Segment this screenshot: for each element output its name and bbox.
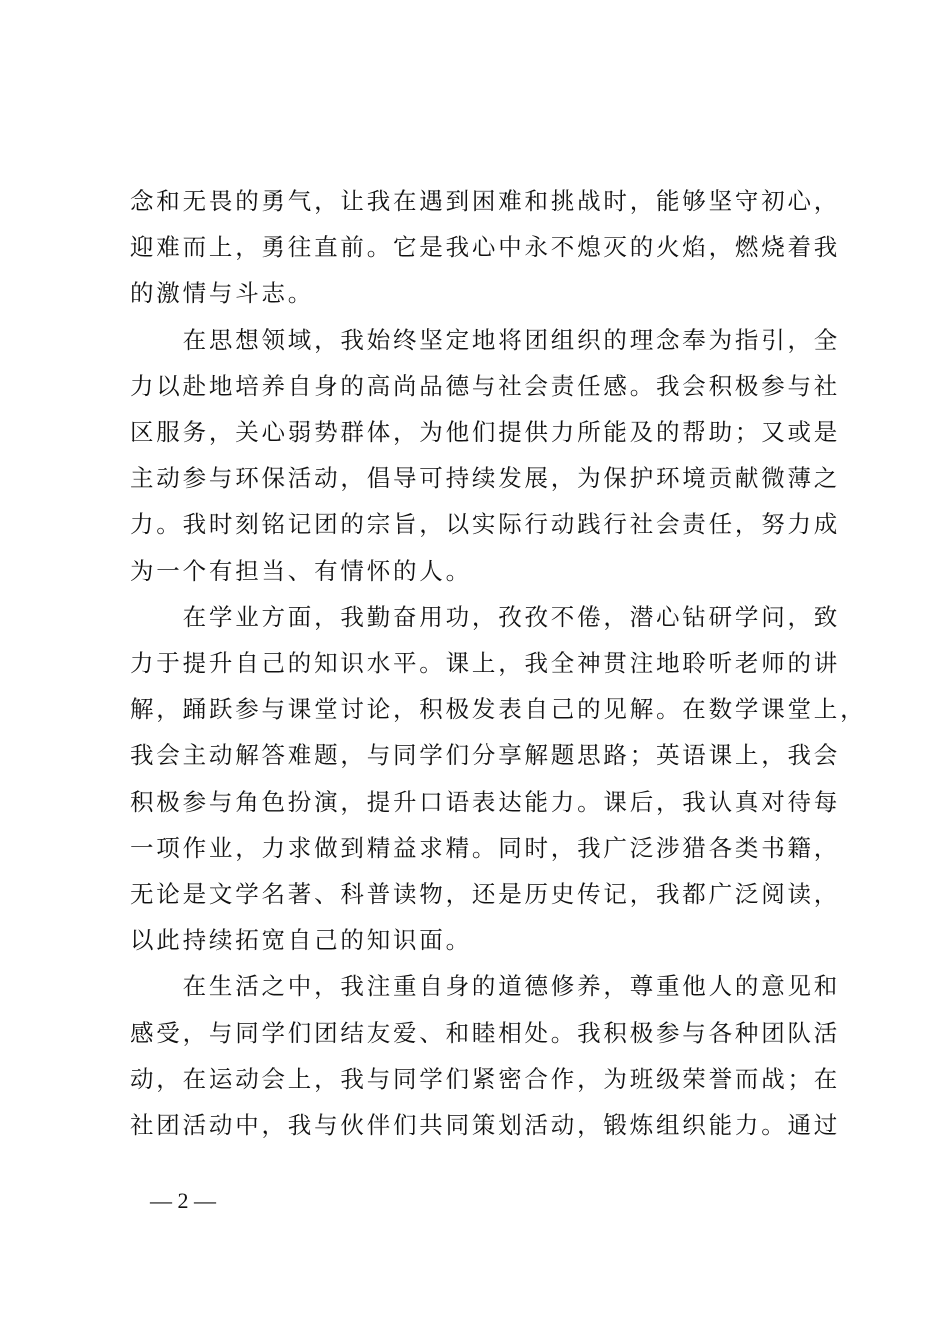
text-line: 在生活之中，我注重自身的道德修养，尊重他人的意见和 (130, 972, 841, 1001)
text-line: 的激情与斗志。 (130, 279, 315, 308)
text-line: 解，踊跃参与课堂讨论，积极发表自己的见解。在数学课堂上， (130, 695, 867, 724)
text-line: 在学业方面，我勤奋用功，孜孜不倦，潜心钻研学问，致 (130, 602, 841, 631)
text-line: 力于提升自己的知识水平。课上，我全神贯注地聆听老师的讲 (130, 649, 841, 678)
text-line: 我会主动解答难题，与同学们分享解题思路；英语课上，我会 (130, 741, 841, 770)
text-line: 力。我时刻铭记团的宗旨，以实际行动践行社会责任，努力成 (130, 510, 841, 539)
text-line: 区服务，关心弱势群体，为他们提供力所能及的帮助；又或是 (130, 418, 841, 447)
text-line: 迎难而上，勇往直前。它是我心中永不熄灭的火焰，燃烧着我 (130, 233, 841, 262)
page-number: — 2 — (150, 1188, 216, 1213)
text-line: 为一个有担当、有情怀的人。 (130, 556, 472, 585)
text-line: 主动参与环保活动，倡导可持续发展，为保护环境贡献微薄之 (130, 464, 841, 493)
body-text (130, 178, 867, 1148)
text-line: 力以赴地培养自身的高尚品德与社会责任感。我会积极参与社 (130, 371, 841, 400)
text-line: 社团活动中，我与伙伴们共同策划活动，锻炼组织能力。通过 (130, 1111, 841, 1140)
text-line: 在思想领域，我始终坚定地将团组织的理念奉为指引，全 (130, 325, 841, 354)
text-line: 积极参与角色扮演，提升口语表达能力。课后，我认真对待每 (130, 787, 841, 816)
text-line: 一项作业，力求做到精益求精。同时，我广泛涉猎各类书籍， (130, 833, 841, 862)
text-line: 无论是文学名著、科普读物，还是历史传记，我都广泛阅读， (130, 880, 841, 909)
text-line: 感受，与同学们团结友爱、和睦相处。我积极参与各种团队活 (130, 1018, 841, 1047)
text-line: 以此持续拓宽自己的知识面。 (130, 926, 472, 955)
text-line: 念和无畏的勇气，让我在遇到困难和挑战时，能够坚守初心， (130, 187, 841, 215)
text-line: 动，在运动会上，我与同学们紧密合作，为班级荣誉而战；在 (130, 1064, 841, 1093)
